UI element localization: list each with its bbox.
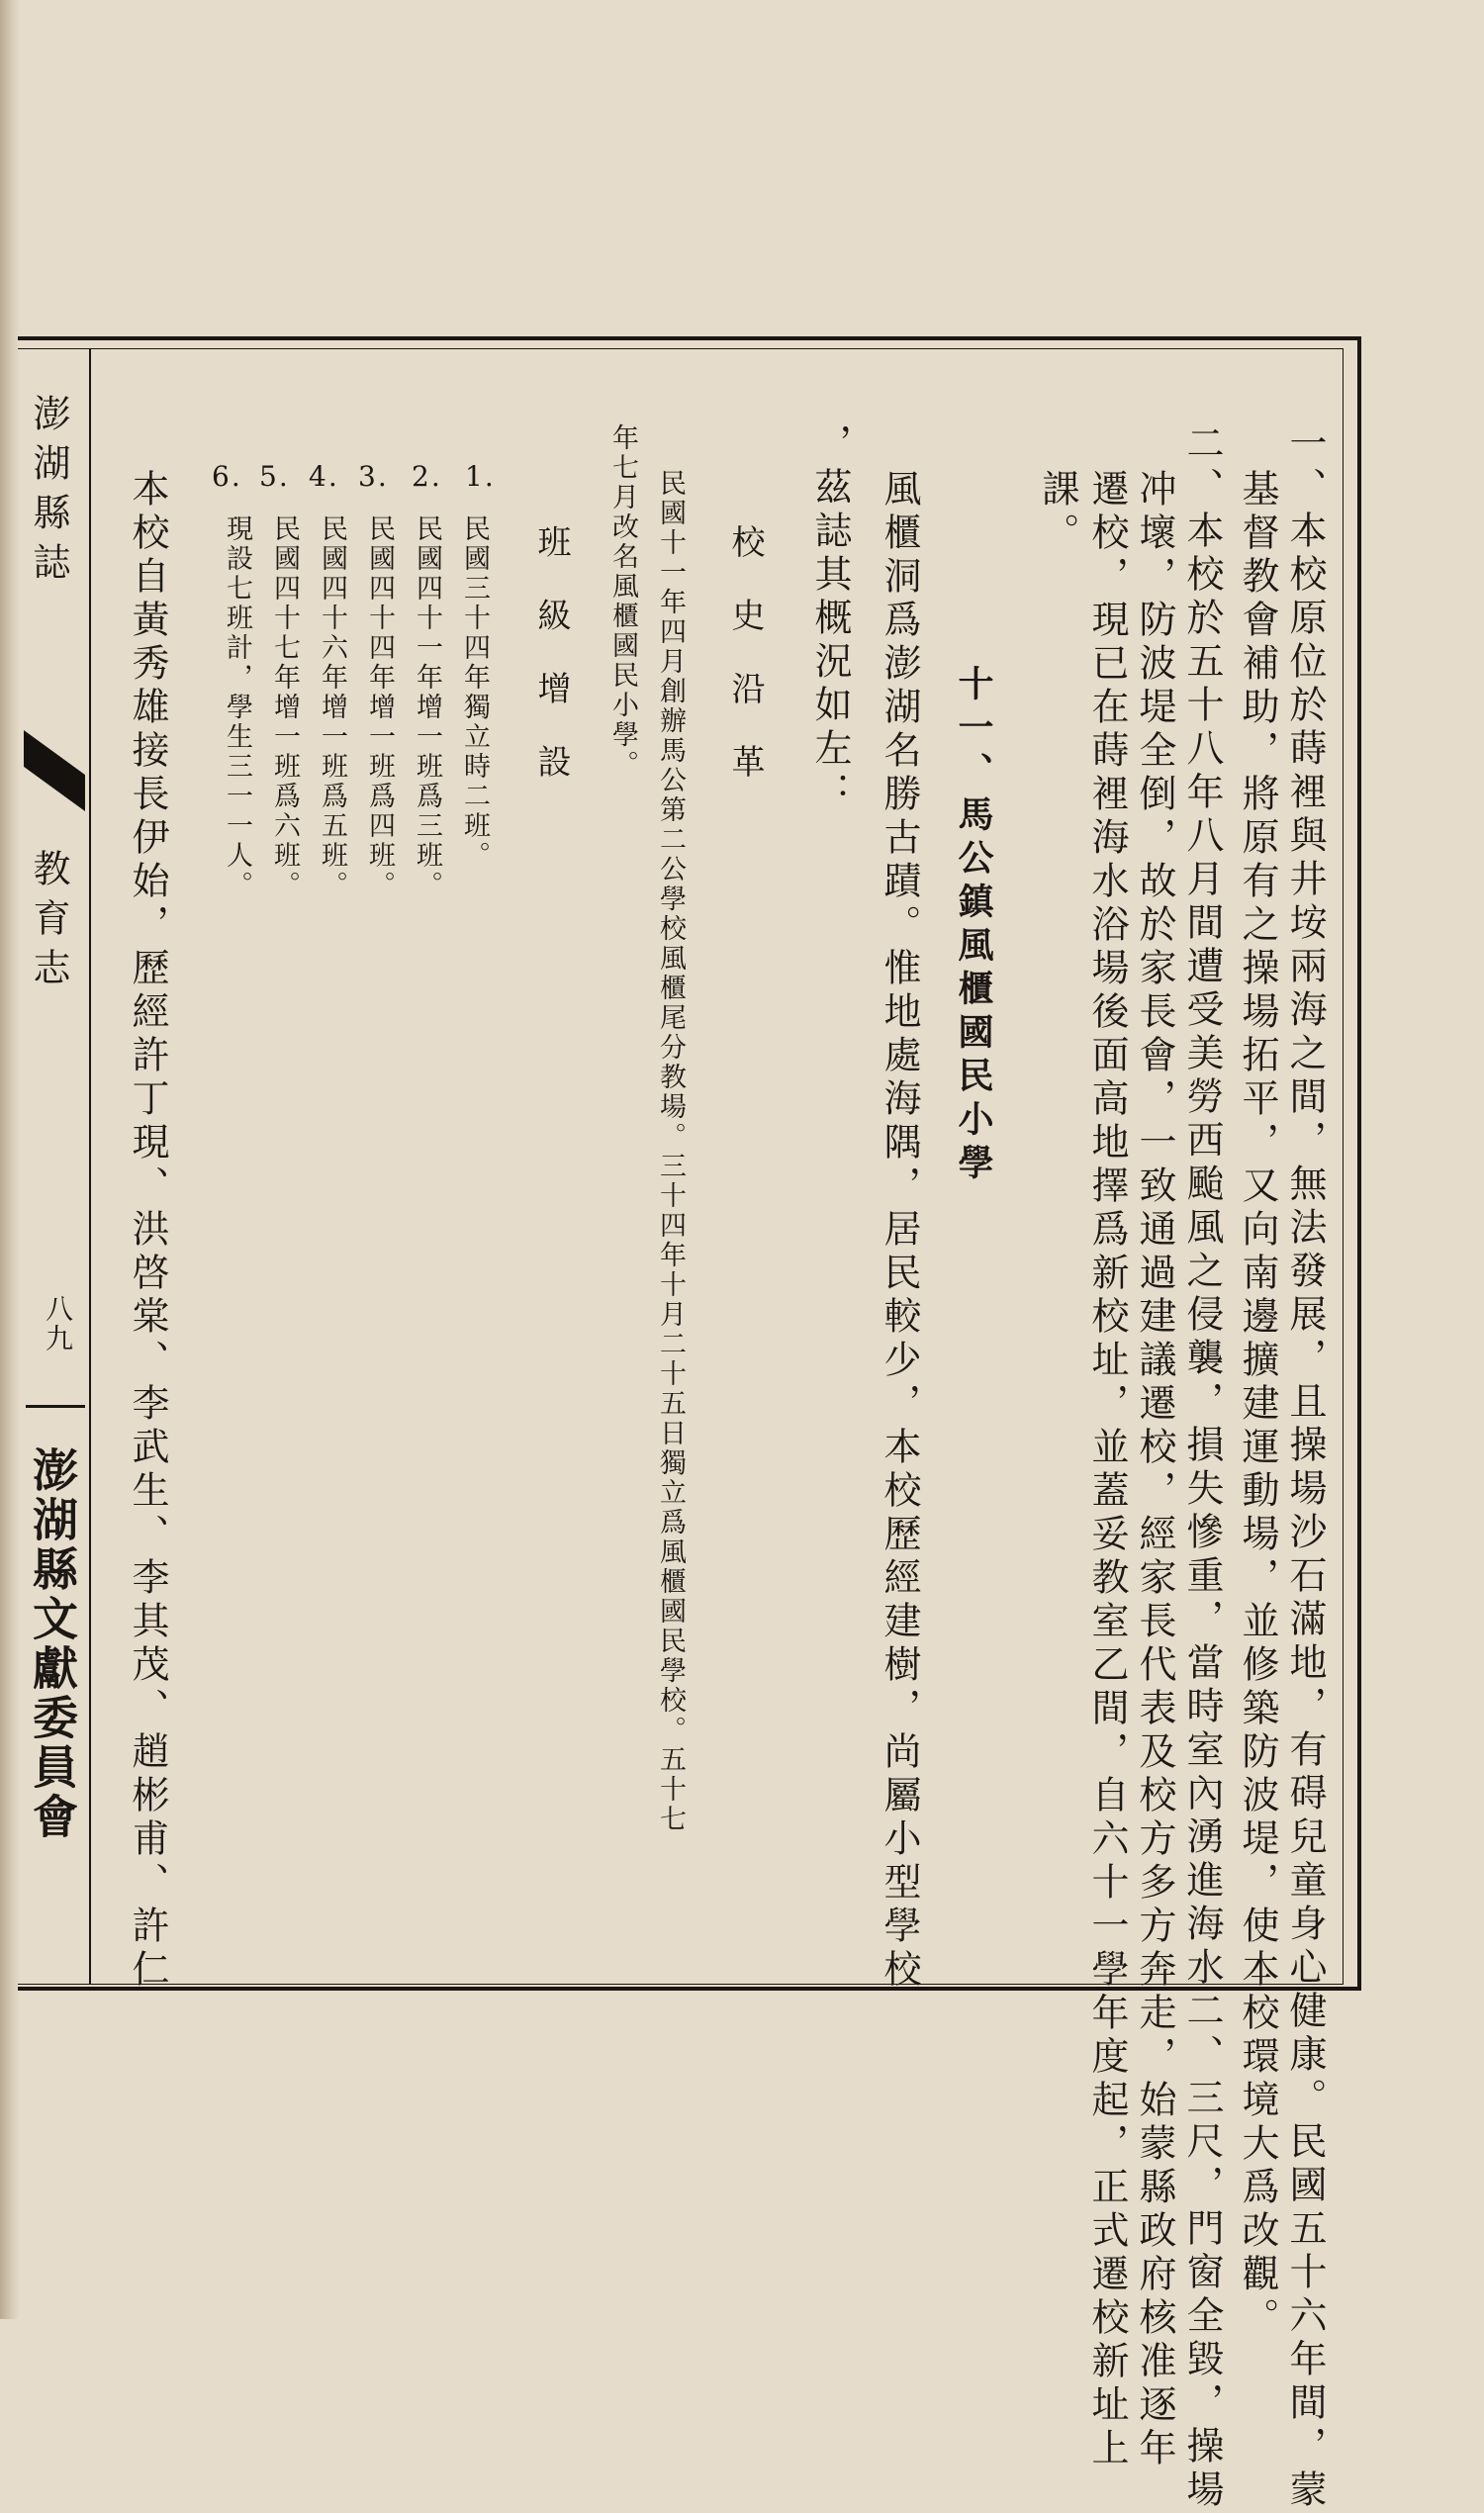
intro-para2-line4: 課。 [1036,469,1079,556]
book-title: 澎湖縣誌 [27,394,70,592]
history-title: 校史沿革 [725,524,765,817]
class-item-number: 1. [465,460,496,493]
publisher-title: 澎湖縣文獻委員會 [26,1446,79,1842]
section-intro-line1: 風櫃洞爲澎湖名勝古蹟。惟地處海隅，居民較少，本校歷經建樹，尚屬小型學校 [878,469,921,1993]
principals-line1: 本校自黃秀雄接長伊始，歷經許丁現、洪啓棠、李武生、李其茂、趙彬甫、許仁 [126,469,169,1993]
class-item-text: 民國三十四年獨立時二班。 [459,514,490,871]
margin-rule [26,1405,85,1408]
book-spine [0,0,20,2319]
class-item-text: 現設七班計，學生三一一人。 [222,514,252,900]
section-heading: 十一、馬公鎮風櫃國民小學 [953,665,994,1187]
chapter-title: 教育志 [27,849,70,997]
history-line1: 民國十一年四月創辦馬公第二公學校風櫃尾分教場。三十四年十月二十五日獨立爲風櫃國民學校。五十七 [655,469,686,1834]
class-item-number: 3. [358,460,389,493]
intro-para2-line2: 冲壞，防波堤全倒，故於家長會，一致通過建議遷校，經家長代表及校方多方奔走，始蒙縣政府核准逐年 [1133,469,1176,2471]
intro-para2-line3: 遷校，現已在蒔裡海水浴場後面高地擇爲新校址，並蓋妥教室乙間，自六十一學年度起，正式遷校新址上 [1085,469,1129,2471]
class-item-number: 4. [309,460,339,493]
class-item-text: 民國四十一年增一班爲三班。 [412,514,442,900]
section-intro-line2: ，茲誌其概況如左： [808,423,852,815]
class-item-text: 民國四十七年增一班爲六班。 [269,514,300,900]
intro-para1-line1: 一、本校原位於蒔裡與井垵兩海之間，無法發展，且操場沙石滿地，有碍兒童身心健康。民國五十六年間，蒙 [1283,423,1327,2513]
intro-para1-line2: 基督教會補助，將原有之操場拓平，又向南邊擴建運動場，並修築防波堤，使本校環境大爲改觀。 [1236,469,1279,2341]
class-item-number: 2. [412,460,442,493]
history-line2: 年七月改名風櫃國民小學。 [607,423,638,780]
class-item-text: 民國四十六年增一班爲五班。 [317,514,347,900]
class-item-number: 5. [259,460,290,493]
class-item-text: 民國四十四年增一班爲四班。 [364,514,395,900]
class-item-number: 6. [212,460,242,493]
classes-title: 班級增設 [531,524,571,817]
page-number: 八九 [42,1294,74,1353]
margin-divider [89,348,91,1985]
intro-para2-line1: 二、本校於五十八年八月間遭受美勞西颱風之侵襲，損失慘重，當時室內湧進海水二、三尺，門窗全毀，操場 [1180,423,1224,2513]
